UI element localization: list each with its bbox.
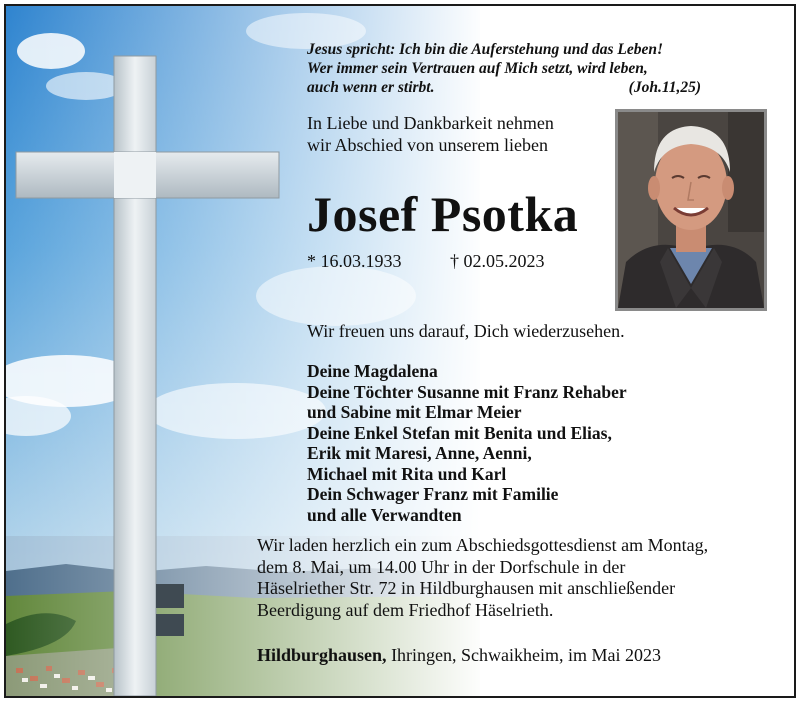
service-invitation <box>257 535 708 621</box>
portrait-photo <box>615 109 767 311</box>
portrait-illustration <box>618 112 764 308</box>
invitation-line: Beerdigung auf dem Friedhof Häselrieth. <box>257 599 554 620</box>
place-and-date <box>257 644 661 666</box>
mourner-line: und Sabine mit Elmar Meier <box>307 402 522 422</box>
place-and-date-rest: Ihringen, Schwaikheim, im Mai 2023 <box>386 645 662 665</box>
deceased-name: Josef Psotka <box>307 186 579 242</box>
reunion-text: Wir freuen uns darauf, Dich wiederzusehen. <box>307 321 625 341</box>
death-date: † 02.05.2023 <box>450 251 545 271</box>
primary-place: Hildburghausen, <box>257 645 387 665</box>
bible-verse <box>307 40 707 97</box>
invitation-line: Häselriether Str. 72 in Hildburghausen mit anschließender <box>257 578 676 598</box>
mourner-line: Dein Schwager Franz mit Familie <box>307 484 559 504</box>
mourner-line: Deine Töchter Susanne mit Franz Rehaber <box>307 381 627 402</box>
mourner-line: Michael mit Rita und Karl <box>307 463 507 484</box>
verse-line-3 <box>307 78 707 97</box>
intro-line-2: wir Abschied von unserem lieben <box>307 135 548 155</box>
invitation-line: dem 8. Mai, um 14.00 Uhr in der Dorfschule in der <box>257 556 626 577</box>
birth-date: * 16.03.1933 <box>307 251 402 271</box>
obituary-notice <box>4 4 796 698</box>
verse-line-3-text: auch wenn er stirbt. <box>307 79 435 96</box>
verse-reference: (Joh.11,25) <box>628 79 701 96</box>
mourner-line: Deine Enkel Stefan mit Benita und Elias, <box>307 422 612 443</box>
intro-text <box>307 112 554 156</box>
intro-line-1: In Liebe und Dankbarkeit nehmen <box>307 113 554 133</box>
verse-line-2: Wer immer sein Vertrauen auf Mich setzt, wird leben, <box>307 60 648 77</box>
mourner-line: Erik mit Maresi, Anne, Aenni, <box>307 443 532 463</box>
invitation-line: Wir laden herzlich ein zum Abschiedsgottesdienst am Montag, <box>257 535 709 555</box>
mourner-line: Deine Magdalena <box>307 361 438 381</box>
mourners-list <box>307 361 627 525</box>
life-dates <box>307 250 545 272</box>
mourner-line: und alle Verwandten <box>307 504 462 525</box>
verse-line-1: Jesus spricht: Ich bin die Auferstehung und das Leben! <box>307 41 663 58</box>
